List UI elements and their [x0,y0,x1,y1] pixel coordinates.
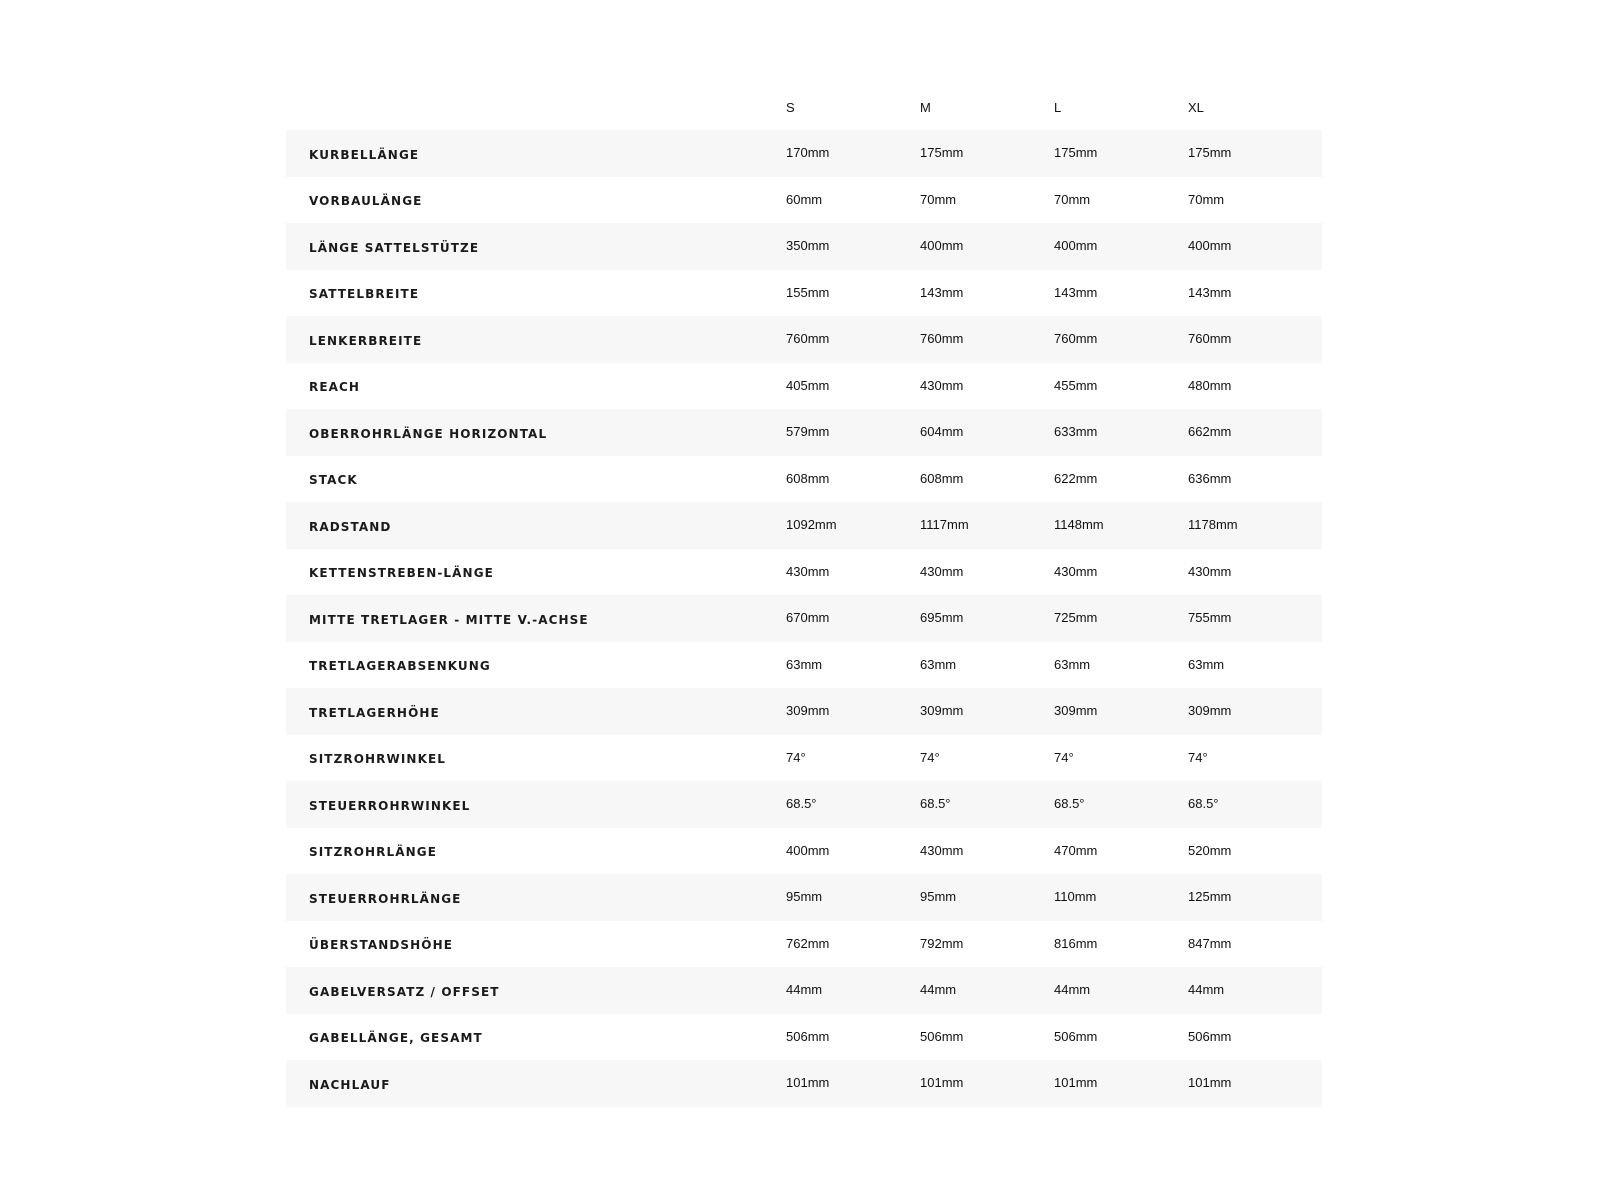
value-cell: 44mm [1054,982,1091,998]
row-label: RADSTAND [309,519,392,534]
geometry-table [286,84,1322,1107]
value-cell: 101mm [920,1075,964,1091]
table-row [286,409,1322,456]
size-header-xl: XL [1188,99,1204,115]
value-cell: 762mm [786,935,830,951]
value-cell: 430mm [1054,563,1098,579]
value-cell: 309mm [1054,703,1098,719]
value-cell: 63mm [786,656,823,672]
value-cell: 636mm [1188,470,1232,486]
value-cell: 68.5° [1188,796,1219,812]
value-cell: 68.5° [920,796,951,812]
value-cell: 695mm [920,610,964,626]
value-cell: 175mm [1188,145,1232,161]
row-label: OBERROHRLÄNGE HORIZONTAL [309,426,548,441]
value-cell: 400mm [1054,238,1098,254]
row-label: VORBAULÄNGE [309,194,423,209]
value-cell: 309mm [786,703,830,719]
value-cell: 579mm [786,424,830,440]
value-cell: 110mm [1054,889,1097,905]
value-cell: 175mm [1054,145,1098,161]
header-row [286,84,1322,130]
value-cell: 430mm [920,563,964,579]
value-cell: 506mm [786,1028,830,1044]
table-row [286,363,1322,410]
table-row [286,921,1322,968]
value-cell: 760mm [1188,331,1232,347]
value-cell: 1117mm [920,517,969,533]
value-cell: 430mm [1188,563,1232,579]
row-label: STEUERROHRLÄNGE [309,891,462,906]
table-row [286,223,1322,270]
value-cell: 143mm [1054,284,1098,300]
value-cell: 143mm [920,284,964,300]
value-cell: 608mm [786,470,830,486]
row-label: GABELLÄNGE, GESAMT [309,1031,483,1046]
value-cell: 506mm [1054,1028,1098,1044]
value-cell: 400mm [920,238,964,254]
value-cell: 1148mm [1054,517,1104,533]
row-label: KETTENSTREBEN-LÄNGE [309,566,494,581]
value-cell: 63mm [920,656,957,672]
table-row [286,316,1322,363]
value-cell: 74° [786,749,806,765]
table-row [286,130,1322,177]
size-header-l: L [1054,99,1062,115]
value-cell: 101mm [786,1075,830,1091]
value-cell: 68.5° [786,796,817,812]
row-label: MITTE TRETLAGER - MITTE V.-ACHSE [309,612,589,627]
value-cell: 74° [1054,749,1074,765]
value-cell: 622mm [1054,470,1098,486]
value-cell: 101mm [1054,1075,1098,1091]
value-cell: 760mm [1054,331,1098,347]
value-cell: 44mm [786,982,823,998]
value-cell: 670mm [786,610,830,626]
value-cell: 155mm [786,284,830,300]
row-label: TRETLAGERHÖHE [309,705,440,720]
row-label: ÜBERSTANDSHÖHE [309,938,454,953]
row-label: GABELVERSATZ / OFFSET [309,984,500,999]
value-cell: 400mm [1188,238,1232,254]
value-cell: 816mm [1054,935,1098,951]
row-label: STEUERROHRWINKEL [309,798,471,813]
value-cell: 63mm [1188,656,1225,672]
value-cell: 506mm [1188,1028,1232,1044]
table-row [286,967,1322,1014]
value-cell: 430mm [786,563,830,579]
row-label: SITZROHRWINKEL [309,752,447,767]
row-label: NACHLAUF [309,1077,391,1092]
value-cell: 792mm [920,935,964,951]
value-cell: 95mm [920,889,957,905]
value-cell: 309mm [1188,703,1232,719]
row-label: LÄNGE SATTELSTÜTZE [309,240,480,255]
value-cell: 70mm [1188,191,1225,207]
value-cell: 143mm [1188,284,1232,300]
size-header-s: S [786,99,795,115]
value-cell: 430mm [920,377,964,393]
table-row [286,595,1322,642]
value-cell: 506mm [920,1028,964,1044]
value-cell: 400mm [786,842,830,858]
value-cell: 520mm [1188,842,1232,858]
value-cell: 760mm [786,331,830,347]
value-cell: 1092mm [786,517,837,533]
table-row [286,735,1322,782]
value-cell: 70mm [920,191,957,207]
value-cell: 44mm [920,982,957,998]
row-label: REACH [309,380,361,395]
table-row [286,177,1322,224]
row-label: TRETLAGERABSENKUNG [309,659,491,674]
value-cell: 604mm [920,424,964,440]
value-cell: 480mm [1188,377,1232,393]
value-cell: 70mm [1054,191,1091,207]
table-body [286,130,1322,1107]
value-cell: 662mm [1188,424,1232,440]
value-cell: 755mm [1188,610,1232,626]
table-row [286,270,1322,317]
value-cell: 175mm [920,145,964,161]
value-cell: 125mm [1188,889,1232,905]
table-row [286,1014,1322,1061]
label-column-header [286,84,786,130]
value-cell: 101mm [1188,1075,1232,1091]
value-cell: 405mm [786,377,830,393]
table-row [286,502,1322,549]
value-cell: 633mm [1054,424,1098,440]
value-cell: 847mm [1188,935,1232,951]
value-cell: 309mm [920,703,964,719]
table-header [286,84,1322,130]
table-row [286,781,1322,828]
table-row [286,1060,1322,1107]
value-cell: 1178mm [1188,517,1238,533]
value-cell: 455mm [1054,377,1098,393]
row-label: SITZROHRLÄNGE [309,845,438,860]
value-cell: 74° [920,749,940,765]
table-row [286,874,1322,921]
value-cell: 60mm [786,191,823,207]
table-row [286,688,1322,735]
table-row [286,828,1322,875]
value-cell: 725mm [1054,610,1098,626]
value-cell: 68.5° [1054,796,1085,812]
value-cell: 44mm [1188,982,1225,998]
value-cell: 760mm [920,331,964,347]
row-label: LENKERBREITE [309,333,423,348]
table-row [286,549,1322,596]
row-label: STACK [309,473,358,488]
row-label: SATTELBREITE [309,287,420,302]
value-cell: 608mm [920,470,964,486]
value-cell: 470mm [1054,842,1098,858]
value-cell: 430mm [920,842,964,858]
value-cell: 350mm [786,238,830,254]
value-cell: 95mm [786,889,823,905]
row-label: KURBELLÄNGE [309,147,420,162]
value-cell: 170mm [786,145,830,161]
size-header-m: M [920,99,931,115]
table-row [286,456,1322,503]
value-cell: 74° [1188,749,1208,765]
table-row [286,642,1322,689]
value-cell: 63mm [1054,656,1091,672]
